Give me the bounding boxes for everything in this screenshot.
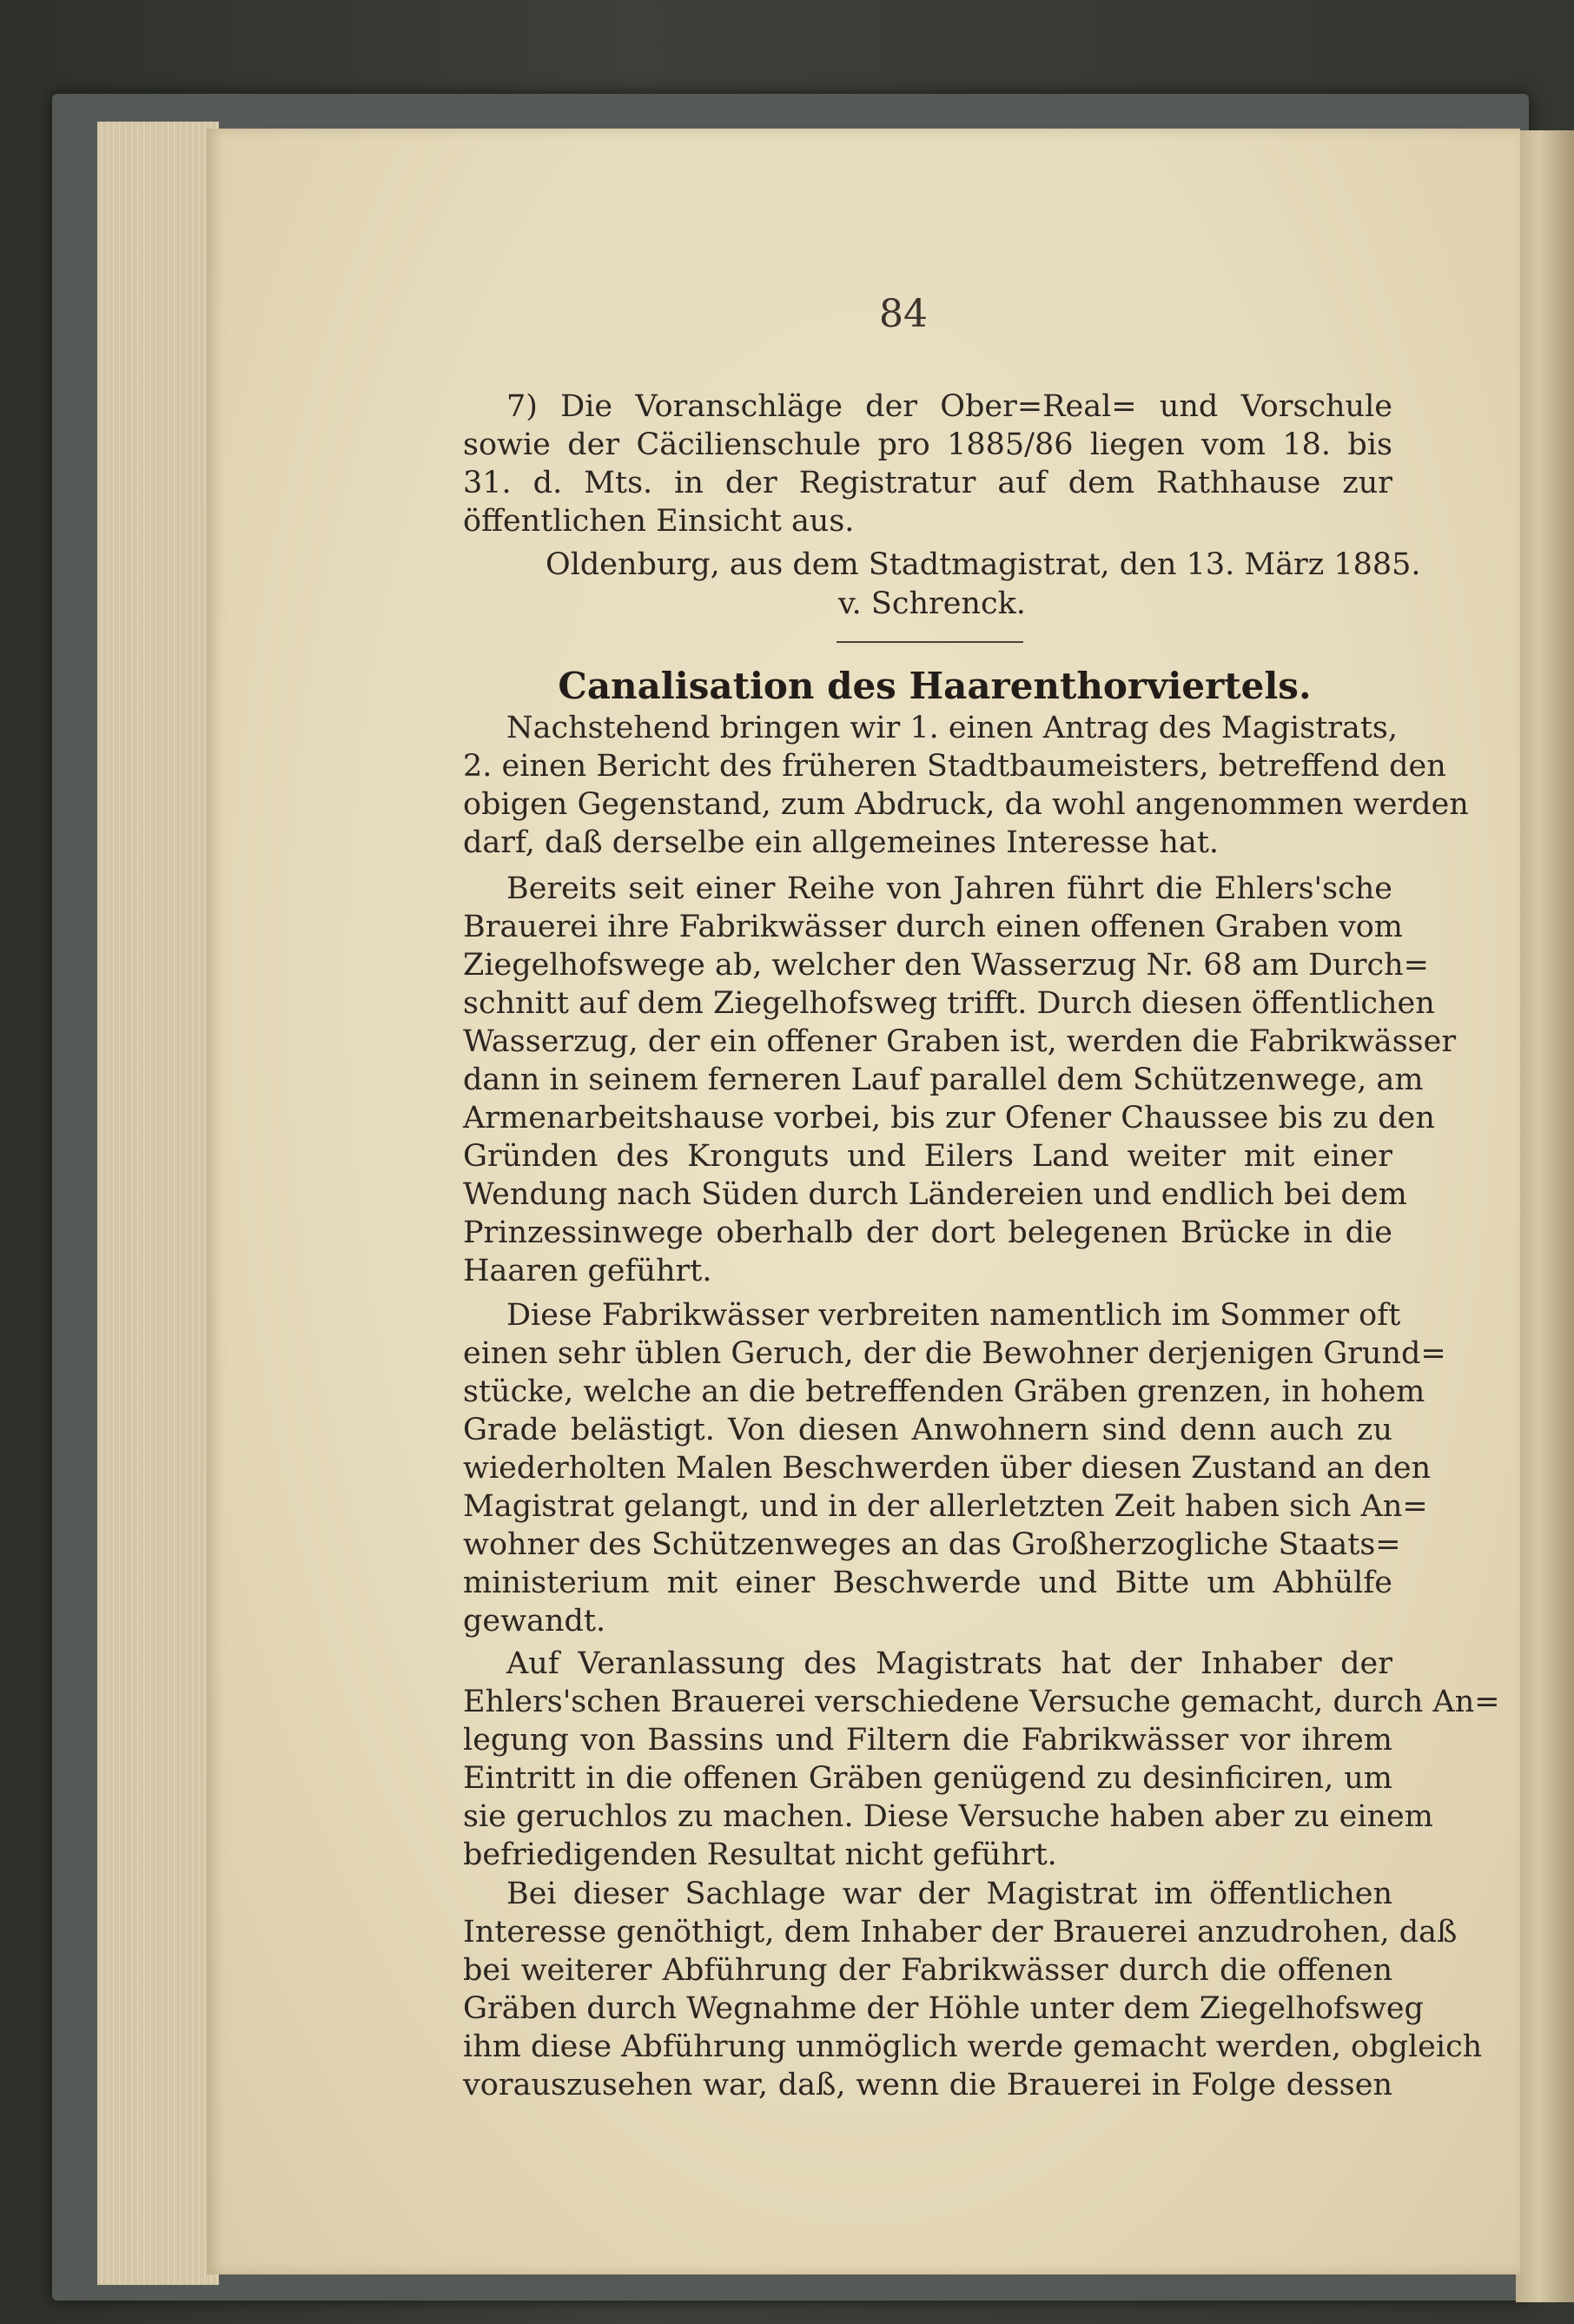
text-line: Gründen des Kronguts und Eilers Land weiter mit einer bbox=[463, 1139, 1392, 1174]
text-line: Diese Fabrikwässer verbreiten namentlich im Sommer oft bbox=[506, 1298, 1401, 1333]
text-line: Wendung nach Süden durch Ländereien und endlich bei dem bbox=[463, 1177, 1407, 1212]
text-line: wiederholten Malen Beschwerden über diesen Zustand an den bbox=[463, 1451, 1432, 1486]
text-line: Haaren geführt. bbox=[463, 1254, 712, 1288]
text-line: sie geruchlos zu machen. Diese Versuche haben aber zu einem bbox=[463, 1799, 1433, 1834]
text-line: ihm diese Abführung unmöglich werde gemacht werden, obgleich bbox=[463, 2029, 1483, 2064]
dateline: Oldenburg, aus dem Stadtmagistrat, den 13. März 1885. bbox=[546, 547, 1421, 582]
text-line: Bereits seit einer Reihe von Jahren führt die Ehlers'sche bbox=[506, 871, 1392, 906]
text-line: Bei dieser Sachlage war der Magistrat im öffentlichen bbox=[506, 1877, 1392, 1911]
notice-line: 31. d. Mts. in der Registratur auf dem Rathhause zur bbox=[463, 466, 1392, 500]
text-line: wohner des Schützenweges an das Großherzogliche Staats= bbox=[463, 1527, 1401, 1562]
page-number: 84 bbox=[879, 292, 928, 336]
text-line: dann in seinem ferneren Lauf parallel dem Schützenwege, am bbox=[463, 1063, 1424, 1097]
text-line: Eintritt in die offenen Gräben genügend zu desinficiren, um bbox=[463, 1761, 1392, 1796]
text-line: gewandt. bbox=[463, 1604, 606, 1639]
text-line: schnitt auf dem Ziegelhofsweg trifft. Durch diesen öffentlichen bbox=[463, 986, 1435, 1021]
text-line: 2. einen Bericht des früheren Stadtbaumeisters, betreffend den bbox=[463, 749, 1446, 784]
page-edges bbox=[97, 122, 219, 2285]
text-line: Grade belästigt. Von diesen Anwohnern sind denn auch zu bbox=[463, 1413, 1392, 1447]
text-line: Ehlers'schen Brauerei verschiedene Versuche gemacht, durch An= bbox=[463, 1685, 1500, 1719]
text-line: Gräben durch Wegnahme der Höhle unter dem Ziegelhofsweg bbox=[463, 1991, 1424, 2026]
notice-line: 7) Die Voranschläge der Ober=Real= und Vorschule bbox=[506, 389, 1392, 424]
text-line: obigen Gegenstand, zum Abdruck, da wohl angenommen werden bbox=[463, 787, 1469, 822]
text-line: Nachstehend bringen wir 1. einen Antrag des Magistrats, bbox=[506, 711, 1399, 745]
text-line: befriedigenden Resultat nicht geführt. bbox=[463, 1837, 1057, 1872]
text-line: legung von Bassins und Filtern die Fabrikwässer vor ihrem bbox=[463, 1723, 1392, 1758]
text-line: darf, daß derselbe ein allgemeines Interesse hat. bbox=[463, 825, 1220, 860]
text-line: Brauerei ihre Fabrikwässer durch einen offenen Graben vom bbox=[463, 910, 1403, 944]
text-line: bei weiterer Abführung der Fabrikwässer durch die offenen bbox=[463, 1953, 1392, 1988]
divider-rule bbox=[837, 641, 1023, 643]
notice-line: sowie der Cäcilienschule pro 1885/86 liegen vom 18. bis bbox=[463, 427, 1392, 462]
text-line: Interesse genöthigt, dem Inhaber der Brauerei anzudrohen, daß bbox=[463, 1915, 1458, 1950]
text-line: ministerium mit einer Beschwerde und Bitte um Abhülfe bbox=[463, 1566, 1392, 1600]
text-line: Auf Veranlassung des Magistrats hat der Inhaber der bbox=[506, 1646, 1392, 1681]
text-line: Wasserzug, der ein offener Graben ist, werden die Fabrikwässer bbox=[463, 1024, 1457, 1059]
text-line: vorauszusehen war, daß, wenn die Brauerei in Folge dessen bbox=[463, 2068, 1392, 2102]
text-line: Armenarbeitshause vorbei, bis zur Ofener Chaussee bis zu den bbox=[463, 1101, 1435, 1136]
section-heading: Canalisation des Haarenthorviertels. bbox=[558, 665, 1312, 707]
text-line: einen sehr üblen Geruch, der die Bewohner derjenigen Grund= bbox=[463, 1336, 1446, 1371]
text-line: Prinzessinwege oberhalb der dort belegenen Brücke in die bbox=[463, 1215, 1392, 1250]
text-line: stücke, welche an die betreffenden Gräben grenzen, in hohem bbox=[463, 1374, 1425, 1409]
text-line: Magistrat gelangt, und in der allerletzten Zeit haben sich An= bbox=[463, 1489, 1428, 1524]
signature: v. Schrenck. bbox=[838, 586, 1026, 621]
text-line: Ziegelhofswege ab, welcher den Wasserzug Nr. 68 am Durch= bbox=[463, 948, 1429, 983]
right-page-edge bbox=[1516, 130, 1574, 2302]
notice-line: öffentlichen Einsicht aus. bbox=[463, 504, 855, 539]
